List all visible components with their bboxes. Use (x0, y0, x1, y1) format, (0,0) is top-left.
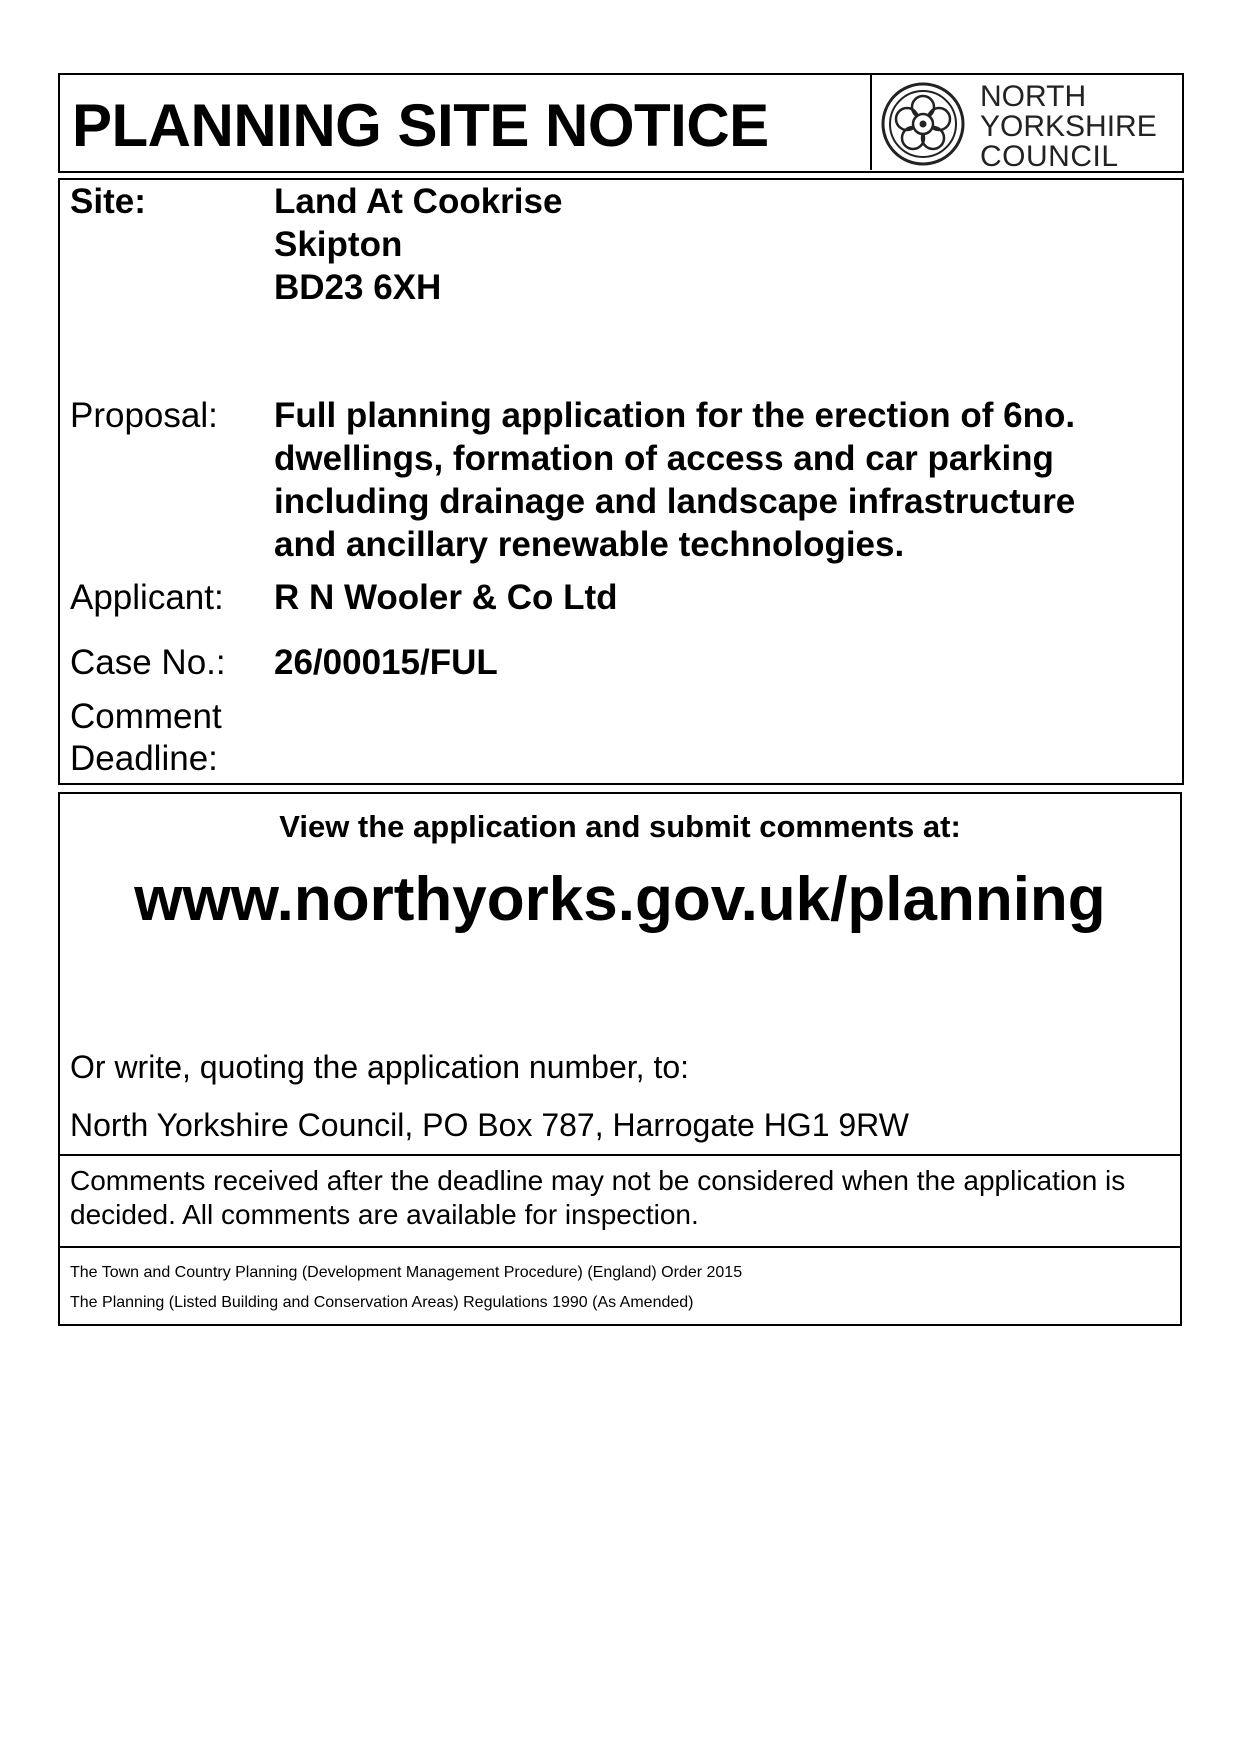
proposal-line-3: including drainage and landscape infrastructure (274, 482, 1076, 521)
site-details (58, 178, 1184, 785)
proposal-line-2: dwellings, formation of access and car parking (274, 439, 1054, 478)
postal-address: North Yorkshire Council, PO Box 787, Harrogate HG1 9RW (70, 1107, 909, 1143)
legal-reference-2: The Planning (Listed Building and Conservation Areas) Regulations 1990 (As Amended) (70, 1294, 694, 1311)
notice-line-2: decided. All comments are available for inspection. (70, 1199, 699, 1230)
legal-reference-1: The Town and Country Planning (Development Management Procedure) (England) Order 2015 (70, 1264, 743, 1281)
case-number: 26/00015/FUL (274, 643, 498, 682)
case-label: Case No.: (70, 643, 226, 682)
write-intro: Or write, quoting the application number, to: (70, 1049, 690, 1085)
logo-wordmark (980, 82, 1157, 172)
applicant-label: Applicant: (70, 578, 224, 617)
deadline-label-1: Comment (70, 697, 222, 736)
logo-line-yorkshire: YORKSHIRE (980, 110, 1157, 143)
deadline-label-2: Deadline: (70, 739, 218, 778)
site-line-2: Skipton (274, 225, 403, 264)
notice-header (58, 73, 1184, 173)
yorkshire-rose-icon (878, 80, 970, 168)
notice-line-1: Comments received after the deadline may not be considered when the application is (70, 1165, 1126, 1196)
title-cell (60, 75, 872, 170)
website-link[interactable]: www.northyorks.gov.uk/planning (134, 865, 1106, 934)
proposal-line-1: Full planning application for the erection of 6no. (274, 396, 1076, 435)
proposal-line-4: and ancillary renewable technologies. (274, 525, 905, 564)
proposal-label: Proposal: (70, 396, 218, 435)
comments-section (58, 792, 1182, 1326)
page-title: PLANNING SITE NOTICE (72, 92, 769, 159)
view-heading: View the application and submit comments at: (279, 809, 961, 844)
applicant-value: R N Wooler & Co Ltd (274, 578, 618, 617)
site-line-3: BD23 6XH (274, 268, 442, 307)
site-label: Site: (70, 182, 146, 221)
divider (60, 1154, 1180, 1156)
site-line-1: Land At Cookrise (274, 182, 563, 221)
council-logo (876, 78, 1178, 173)
divider (60, 1246, 1180, 1248)
logo-line-north: NORTH (980, 80, 1087, 113)
logo-line-council: COUNCIL (980, 140, 1119, 173)
deadline-notice (70, 1164, 1170, 1232)
